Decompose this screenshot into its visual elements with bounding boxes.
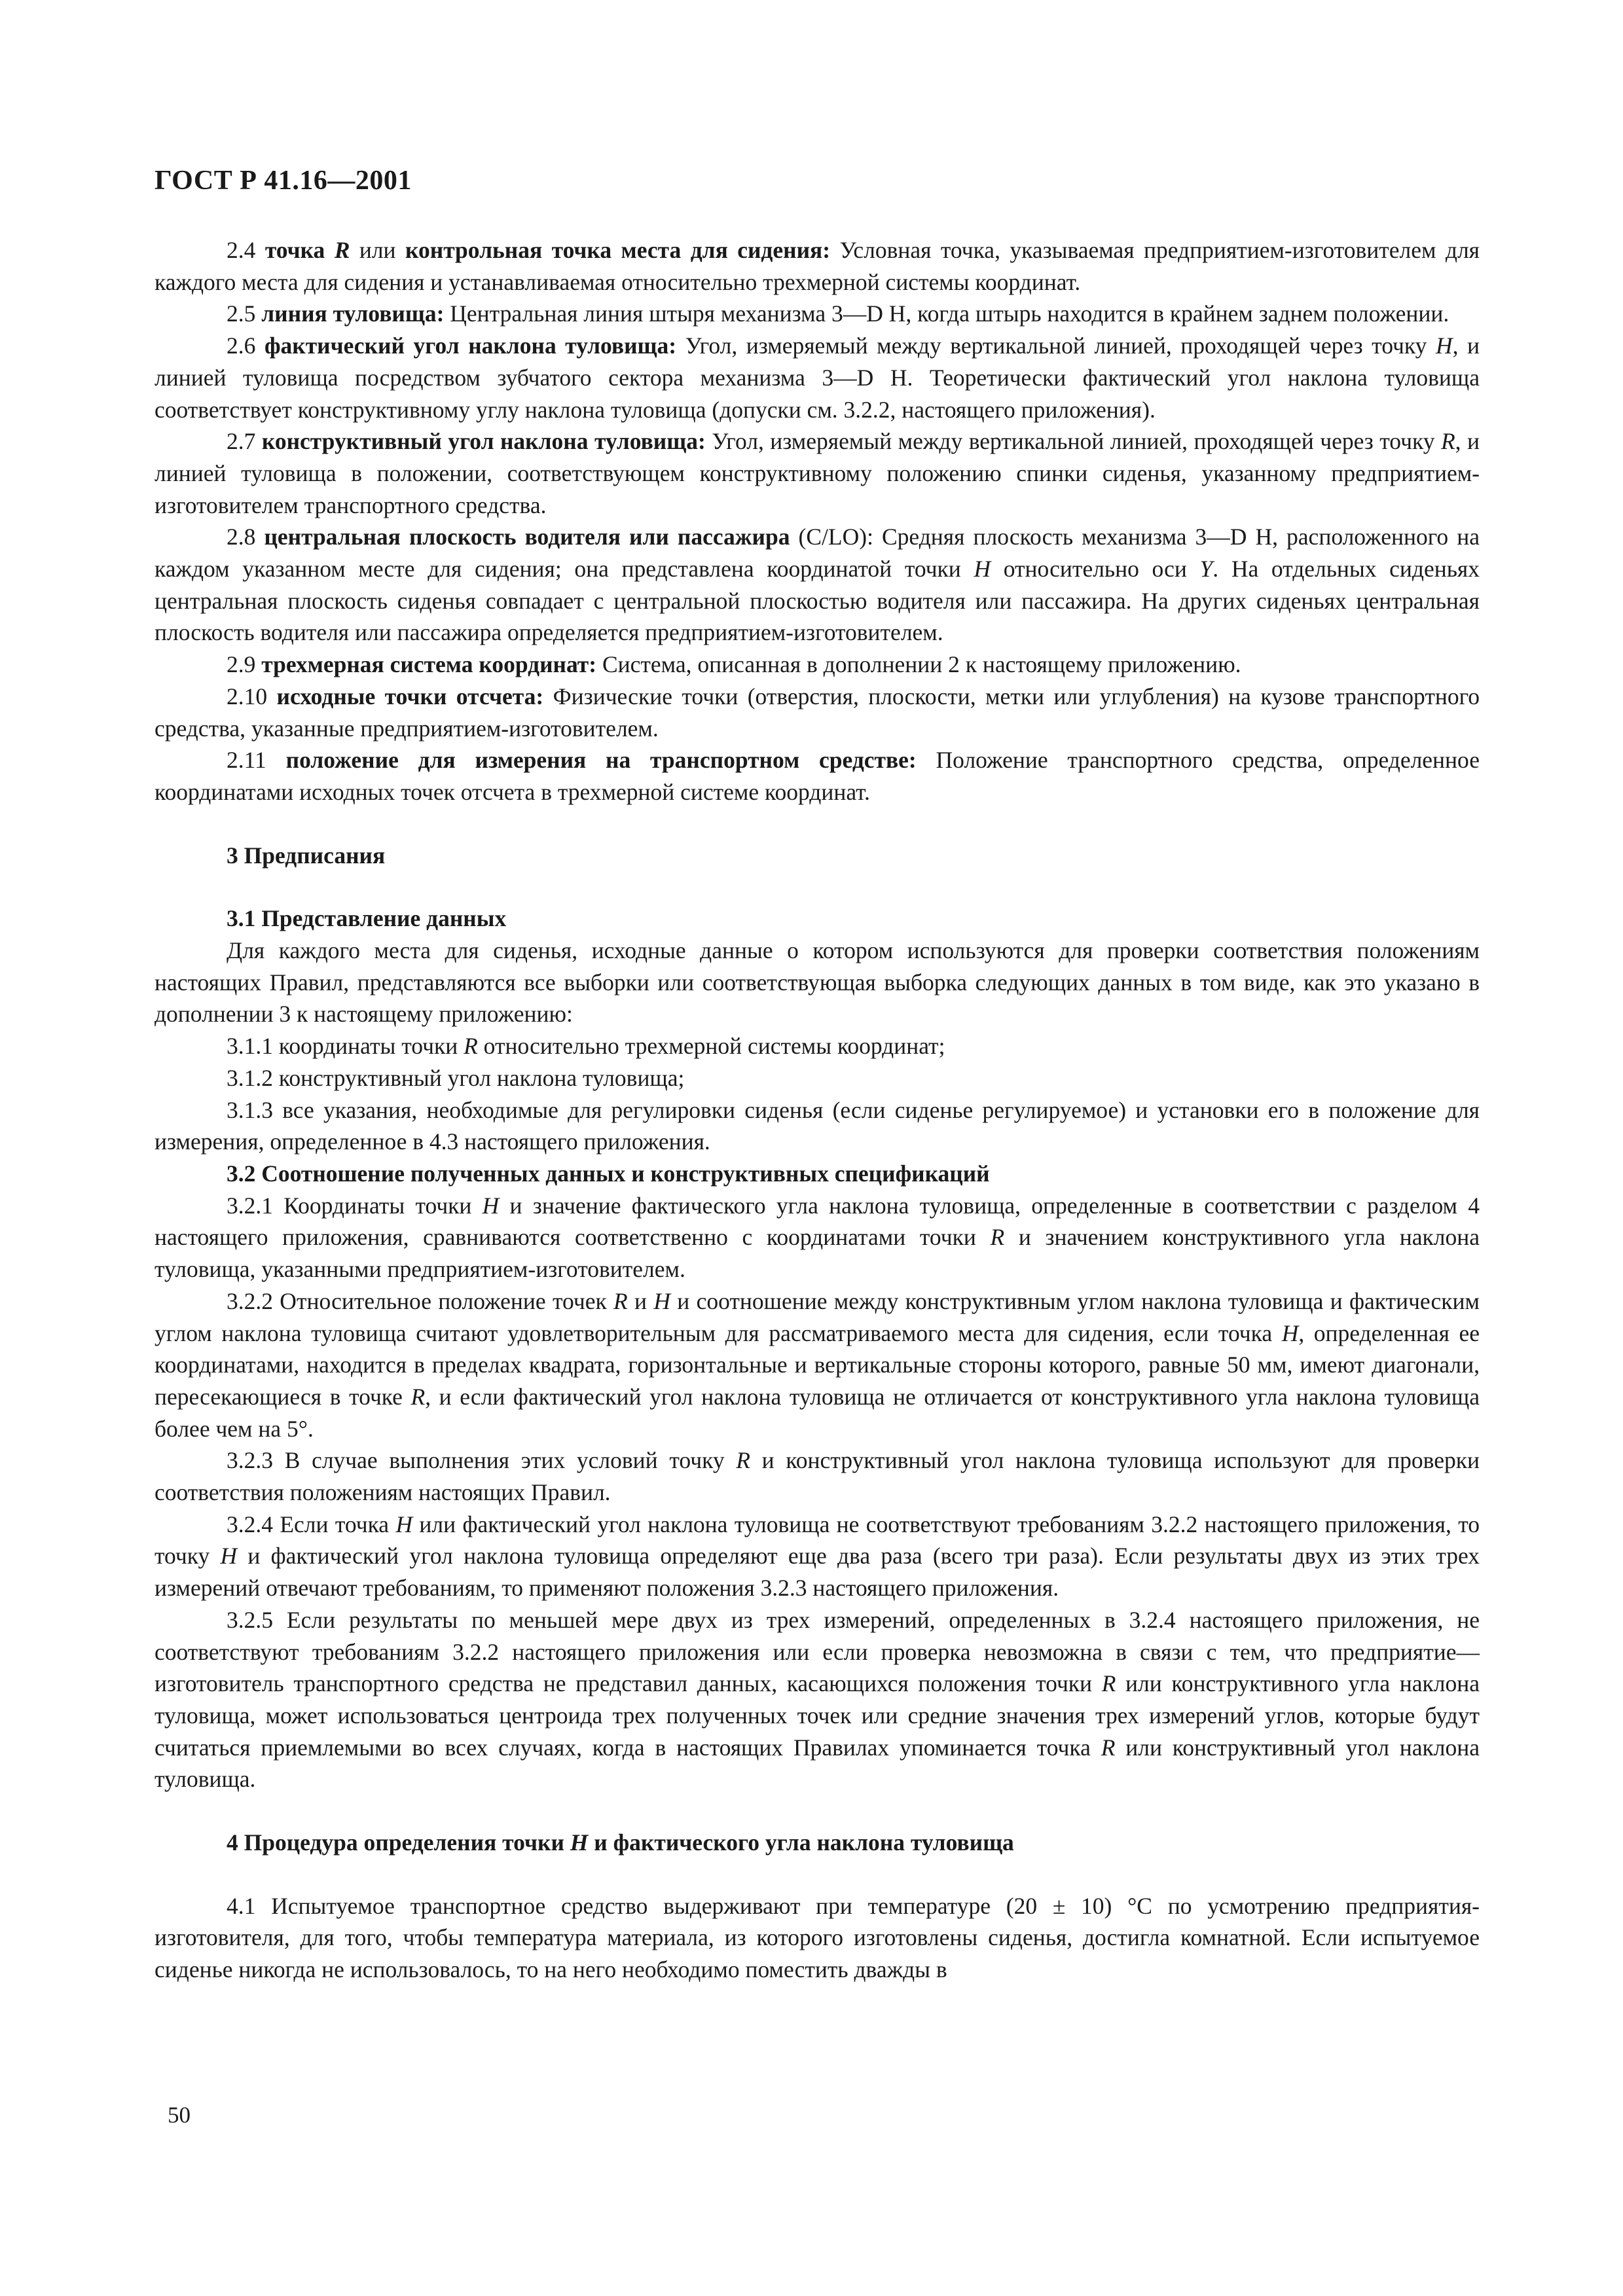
definition-text: (C/LO): Средняя плоскость механизма 3—D H, расположенного на каждом указанном месте для сидения; она представлена координатой точки <box>155 524 1480 583</box>
definition-text: Угол, измеряемый между вертикальной линией, проходящей через точку <box>705 428 1441 455</box>
term: контрольная точка места для сидения: <box>405 237 831 263</box>
term: конструктивный угол наклона туловища: <box>261 428 706 455</box>
clause-3-2-3: 3.2.3 В случае выполнения этих условий точку R и конструктивный угол наклона туловища используют для проверки соответствия положениям настоящих Правил. <box>155 1447 1480 1506</box>
definition-text: Система, описанная в дополнении 2 к настоящему приложению. <box>596 651 1241 678</box>
variable: Y <box>1199 556 1213 583</box>
definition-text: Положение транспортного средства, определенное координатами исходных точек отсчета в трехмерной системе координат. <box>155 747 1480 805</box>
term: исходные точки отсчета: <box>276 683 544 709</box>
clause-4-1: 4.1 Испытуемое транспортное средство выдерживают при температуре (20 ± 10) °С по усмотрению предприятия-изготовителя, для того, чтобы температура материала, из которого изготовлены сиденья, достигла комнатной. Если испытуемое сиденье никогда не использовалось, то на него необходимо поместить дважды в <box>155 1892 1480 1983</box>
clause-3-2-2: 3.2.2 Относительное положение точек R и H и соотношение между конструктивным углом наклона туловища и фактическим углом наклона туловища считают удовлетворительным для рассматриваемого места для сидения, если точка H, определенная ее координатами, находится в пределах квадрата, горизонтальные и вертикальные стороны которого, равные 50 мм, имеют диагонали, пересекающиеся в точке R, и если фактический угол наклона туловища не отличается от конструктивного угла наклона туловища более чем на 5°. <box>155 1287 1480 1442</box>
clause-number: 2.8 <box>227 524 256 550</box>
term: трехмерная система координат: <box>261 651 597 678</box>
page-number: 50 <box>168 2102 191 2128</box>
definition-2-7 <box>155 425 1480 521</box>
clause-number: 2.7 <box>227 428 256 455</box>
variable: R <box>736 1447 750 1474</box>
definition-text: Угол, измеряемый между вертикальной линией, проходящей через точку <box>676 332 1436 359</box>
clause-3-2-1: 3.2.1 Координаты точки H и значение фактического угла наклона туловища, определенные в соответствии с разделом 4 настоящего приложения, сравниваются соответственно с координатами точки R и значением конструктивного угла наклона туловища, указанными предприятием-изготовителем. <box>155 1192 1480 1283</box>
variable: H <box>482 1192 500 1219</box>
term: положение для измерения на транспортном средстве: <box>285 747 917 774</box>
definition-text: Физические точки (отверстия, плоскости, метки или углубления) на кузове транспортного средства, указанные предприятием-изготовителем. <box>155 683 1480 742</box>
clause-3-1-3: 3.1.3 все указания, необходимые для регулировки сиденья (если сиденье регулируемое) и установки его в положение для измерения, определенное в 4.3 настоящего приложения. <box>155 1096 1480 1155</box>
clause-3-1-2: 3.1.2 конструктивный угол наклона туловища; <box>227 1064 685 1091</box>
definition-text: относительно оси <box>991 556 1200 583</box>
clause-number: 2.5 <box>227 300 256 327</box>
document-body <box>155 234 1480 1986</box>
clause-3-2-4: 3.2.4 Если точка H или фактический угол наклона туловища не соответствуют требованиям 3.2.2 настоящего приложения, то точку H и фактический угол наклона туловища определяют еще два раза (всего три раза). Если результаты двух из этих трех измерений отвечают требованиям, то применяют положения 3.2.3 настоящего приложения. <box>155 1511 1480 1602</box>
definition-text: , и линией туловища посредством зубчатого сектора механизма 3—D H. Теоретически фактический угол наклона туловища соответствует конструктивному углу наклона туловища (допуски см. 3.2.2, настоящего приложения). <box>155 332 1480 423</box>
term: центральная плоскость водителя или пассажира <box>264 524 790 550</box>
clause-number: 2.9 <box>227 651 256 678</box>
variable: H <box>1281 1319 1299 1346</box>
definition-text: Центральная линия штыря механизма 3—D H, когда штырь находится в крайнем заднем положении. <box>444 300 1450 327</box>
definition-2-11 <box>155 744 1480 808</box>
variable-r: R <box>334 237 350 263</box>
variable: H <box>395 1511 413 1537</box>
definition-2-9 <box>155 649 1480 681</box>
clause-3-2-5: 3.2.5 Если результаты по меньшей мере двух из трех измерений, определенных в 3.2.4 настоящего приложения, не соответствуют требованиям 3.2.2 настоящего приложения или если проверка невозможна в связи с тем, что предприятие—изготовитель транспортного средства не представил данных, касающихся положения точки R или конструктивного угла наклона туловища, может использоваться центроида трех полученных точек или средние значения трех измерений углов, которые будут считаться приемлемыми во всех случаях, когда в настоящих Правилах упоминается точка R или конструктивный угол наклона туловища. <box>155 1606 1480 1793</box>
variable: R <box>1440 428 1455 455</box>
definition-2-5 <box>155 298 1480 330</box>
variable: R <box>1101 1670 1116 1697</box>
definition-2-4 <box>155 234 1480 298</box>
definition-2-10 <box>155 681 1480 744</box>
variable: H <box>653 1287 670 1314</box>
clause-number: 2.4 <box>227 237 256 263</box>
section-4-heading: 4 Процедура определения точки H и фактического угла наклона туловища <box>227 1829 1014 1856</box>
variable: R <box>464 1033 478 1060</box>
term: линия туловища: <box>261 300 445 327</box>
variable: H <box>1435 332 1453 359</box>
definition-2-6 <box>155 330 1480 425</box>
variable: R <box>613 1287 628 1314</box>
definition-text: Условная точка, указываемая предприятием-изготовителем для каждого места для сидения и устанавливаемая относительно трехмерной системы координат. <box>155 237 1480 295</box>
definition-2-8 <box>155 521 1480 649</box>
term: точка R <box>264 237 350 263</box>
clause-number: 2.6 <box>227 332 256 359</box>
variable: R <box>410 1383 426 1410</box>
subsection-3-2-heading: 3.2 Соотношение полученных данных и конструктивных спецификаций <box>227 1160 990 1187</box>
variable: H <box>220 1543 238 1570</box>
definition-text: , и линией туловища в положении, соответствующем конструктивному положению спинки сиденья, указанному предприятием-изготовителем транспортного средства. <box>155 428 1480 518</box>
clause-number: 2.10 <box>227 683 268 709</box>
variable: H <box>974 556 991 583</box>
paragraph-3-1-intro: Для каждого места для сиденья, исходные данные о котором используются для проверки соответствия положениям настоящих Правил, представляются все выборки или соответствующая выборка следующих данных в том виде, как это указано в дополнении 3 к настоящему приложению: <box>155 937 1480 1028</box>
variable: R <box>990 1224 1005 1251</box>
variable: R <box>1101 1734 1116 1761</box>
connector-text: или <box>350 237 405 263</box>
clause-3-1-1: 3.1.1 координаты точки R относительно трехмерной системы координат; <box>227 1033 945 1060</box>
subsection-3-1-heading: 3.1 Представление данных <box>227 905 507 932</box>
term: фактический угол наклона туловища: <box>264 332 677 359</box>
document-header: ГОСТ Р 41.16—2001 <box>155 166 412 196</box>
clause-number: 2.11 <box>227 747 266 774</box>
variable: H <box>570 1829 589 1856</box>
definition-text: . На отдельных сиденьях центральная плоскость сиденья совпадает с центральной плоскостью водителя или пассажира. На других сиденьях центральная плоскость водителя или пассажира определяется предприятием-изготовителем. <box>155 556 1480 646</box>
section-3-heading: 3 Предписания <box>227 842 386 869</box>
